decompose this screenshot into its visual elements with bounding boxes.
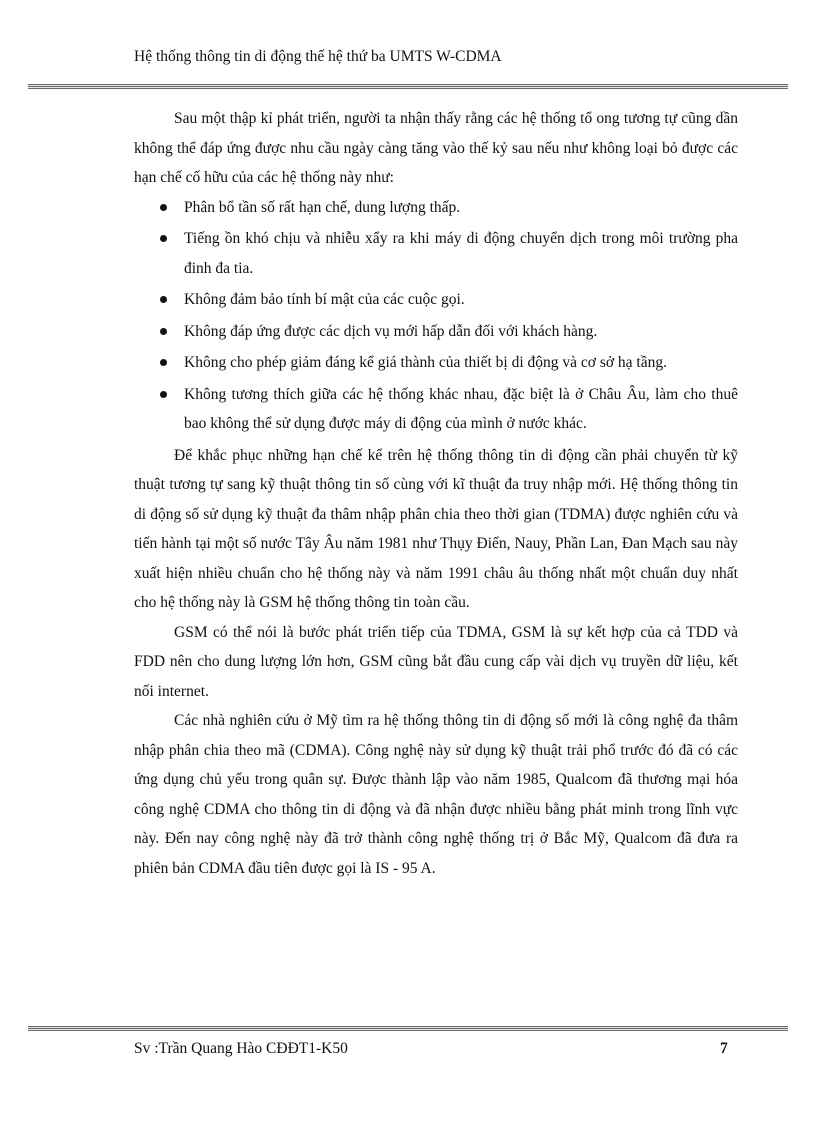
bullet-icon (160, 391, 167, 398)
limitations-list (134, 193, 738, 439)
list-item-text: Không tương thích giữa các hệ thống khác nhau, đặc biệt là ở Châu Âu, làm cho thuê bao không thể sử dụng được máy di động của mình ở nước khác. (184, 385, 738, 432)
page-header-title: Hệ thống thông tin di động thế hệ thứ ba UMTS W-CDMA (134, 48, 502, 65)
body-paragraph: Để khắc phục những hạn chế kể trên hệ thống thông tin di động cần phải chuyển từ kỹ thuật tương tự sang kỹ thuật thông tin số cùng với kĩ thuật đa truy nhập mới. Hệ thống thông tin di động số sử dụng kỹ thuật đa thâm nhập phân chia theo thời gian (TDMA) được nghiên cứu và tiến hành tại một số nước Tây Âu năm 1981 như Thụy Điển, Nauy, Phần Lan, Đan Mạch sau này xuất hiện nhiều chuẩn cho hệ thống này và năm 1991 châu âu thống nhất một chuẩn duy nhất cho hệ thống này là GSM hệ thống thông tin toàn cầu. (134, 446, 738, 611)
list-item (134, 193, 738, 223)
body-paragraph: GSM có thể nói là bước phát triển tiếp của TDMA, GSM là sự kết hợp của cả TDD và FDD nên cho dung lượng lớn hơn, GSM cũng bắt đầu cung cấp vài dịch vụ truyền dữ liệu, kết nối internet. (134, 623, 738, 700)
page-number: 7 (720, 1040, 728, 1057)
list-item (134, 224, 738, 283)
list-item-text: Tiếng ồn khó chịu và nhiễu xẩy ra khi máy di động chuyển dịch trong môi trường pha đinh đa tia. (184, 230, 738, 277)
list-item (134, 348, 738, 378)
bullet-icon (160, 296, 167, 303)
bullet-icon (160, 235, 167, 242)
list-item-text: Không đáp ứng được các dịch vụ mới hấp dẫn đối với khách hàng. (184, 322, 598, 340)
document-body (134, 104, 738, 883)
header-rule (28, 84, 788, 89)
bullet-icon (160, 328, 167, 335)
list-item-text: Không đảm bảo tính bí mật của các cuộc gọi. (184, 291, 465, 308)
footer-author: Sv :Trần Quang Hào CĐĐT1-K50 (134, 1040, 348, 1057)
list-item (134, 317, 738, 347)
list-item-text: Phân bổ tần số rất hạn chế, dung lượng thấp. (184, 198, 461, 216)
intro-paragraph: Sau một thập kỉ phát triển, người ta nhận thấy rằng các hệ thống tổ ong tương tự cũng dần không thể đáp ứng được nhu cầu ngày càng tăng vào thế kỷ sau nếu như không loại bỏ được các hạn chế cố hữu của các hệ thống này như: (134, 110, 738, 186)
body-paragraph: Các nhà nghiên cứu ở Mỹ tìm ra hệ thống thông tin di động số mới là công nghệ đa thâm nhập phân chia theo mã (CDMA). Công nghệ này sử dụng kỹ thuật trải phổ trước đó đã có các ứng dụng chủ yếu trong quân sự. Được thành lập vào năm 1985, Qualcom đã thương mại hóa công nghệ CDMA cho thông tin di động và đã nhận được nhiều bằng phát minh trong lĩnh vực này. Đến nay công nghệ này đã trở thành công nghệ thống trị ở Bắc Mỹ, Qualcom đã đưa ra phiên bản CDMA đầu tiên được gọi là IS - 95 A. (134, 712, 738, 877)
list-item (134, 285, 738, 315)
list-item (134, 380, 738, 439)
bullet-icon (160, 204, 167, 211)
footer-rule (28, 1026, 788, 1031)
list-item-text: Không cho phép giảm đáng kể giá thành của thiết bị di động và cơ sở hạ tầng. (184, 354, 667, 371)
bullet-icon (160, 359, 167, 366)
